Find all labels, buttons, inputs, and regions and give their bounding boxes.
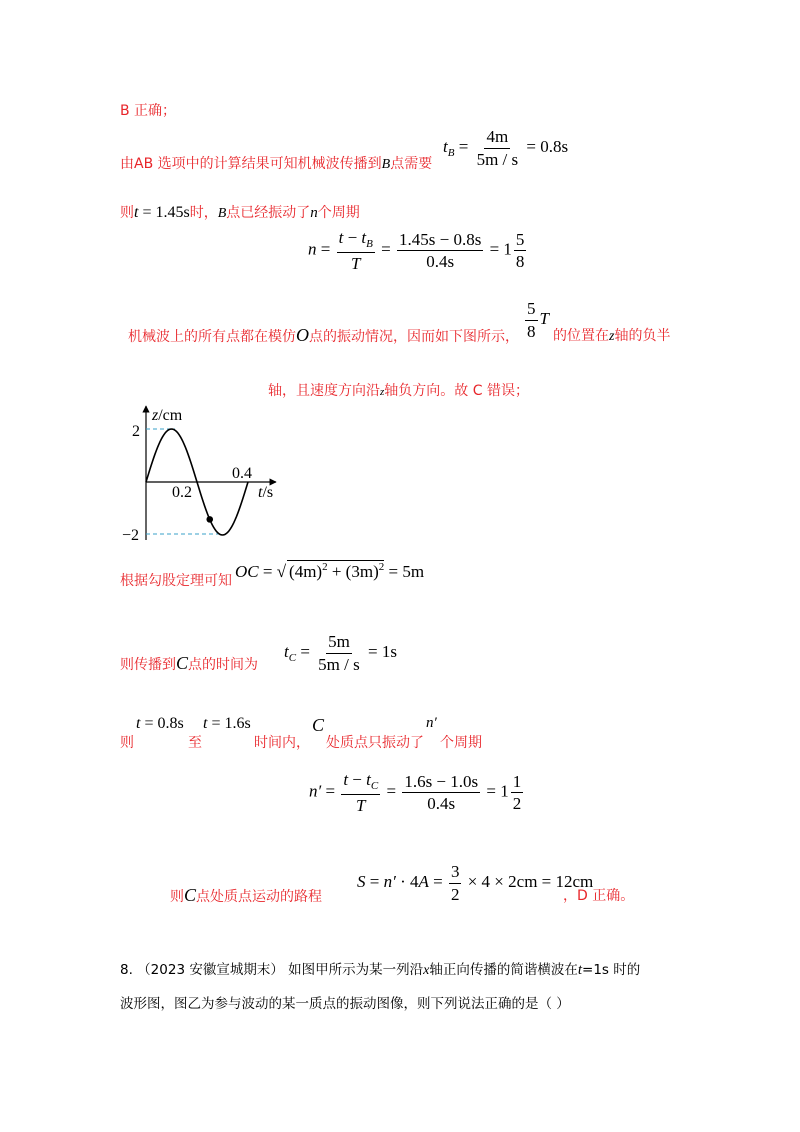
path-line — [170, 885, 322, 906]
path-line-tail — [563, 885, 634, 905]
then-t-line: 则t = 1.45s时，B点已经振动了n个周期 — [120, 204, 360, 221]
time-to-c-text-1: 则传播到 — [120, 657, 176, 673]
ab-calc-tail: 点需要 — [390, 156, 433, 172]
pythag-text: 根据勾股定理可知 — [120, 573, 232, 589]
formula-tc: $t_C$ = $\frac{5m}{5m / s}$ = 1s — [284, 632, 397, 674]
point-b-symbol-2: B — [217, 206, 227, 221]
pythag-line — [120, 570, 232, 590]
time-to-c-text-2: 点的时间为 — [188, 657, 259, 673]
n-symbol: n — [310, 205, 318, 221]
question-8-line-2 — [120, 992, 570, 1012]
formula-t-0-8: t = 0.8s — [136, 715, 184, 732]
y-axis-label: z/cm — [152, 407, 183, 424]
formula-n: n = $\frac{t - t_B}{T}$ = $\frac{1.45s - 0.8s}{0.4s}$ = 1 $\frac{5}{8}$ — [308, 228, 525, 273]
z-symbol-2: z — [380, 386, 385, 398]
ab-calc-line — [120, 153, 432, 173]
interval-text-3: 时间内， — [254, 735, 310, 751]
mimic-text-1: 机械波上的所有点都在模仿 — [128, 329, 296, 345]
then-t-text: 则 — [120, 205, 134, 221]
axis-tail: 轴负方向。故 C 错误； — [384, 383, 529, 399]
point-c-symbol: C — [176, 653, 189, 673]
n-prime-symbol: n′ — [426, 715, 437, 731]
vibration-graph — [120, 400, 290, 548]
path-text-2: 点处质点运动的路程 — [196, 889, 323, 905]
y-tick-neg2: −2 — [122, 527, 140, 544]
interval-text-1: 则 — [120, 735, 134, 751]
mimic-line — [128, 325, 519, 346]
q8-text-1c: =1s 时的 — [582, 962, 641, 978]
q8-text-1: 8. （2023 安徽宣城期末） 如图甲所示为某一列沿 — [120, 962, 424, 978]
formula-oc: OC = √ $(4m)^2 + (3m)^2 = 5m$ — [235, 561, 425, 581]
mimic-text-2: 点的振动情况，因而如下图所示， — [309, 329, 519, 345]
t-symbol: t — [577, 962, 583, 978]
then-t-end: 个周期 — [317, 205, 360, 221]
point-c-symbol-3: C — [184, 885, 197, 905]
b-correct-text: B 正确； — [120, 103, 177, 119]
mimic-line-tail — [553, 325, 670, 345]
interval-line — [120, 715, 680, 751]
axis-text: 轴，且速度方向沿 — [268, 383, 380, 399]
q8-text-1b: 轴正向传播的简谐横波在 — [429, 962, 578, 978]
then-t-time: 时， — [189, 205, 218, 221]
path-text-3: ，D 正确。 — [563, 888, 635, 904]
formula-n-prime: n′ = $\frac{t - t_C}{T}$ = $\frac{1.6s - 1.0s}{0.4s}$ = 1 $\frac{1}{2}$ — [309, 770, 522, 815]
b-correct-line — [120, 100, 176, 120]
x-axis-label: t/s — [258, 484, 274, 501]
axis-direction-line — [268, 380, 529, 400]
z-symbol: z — [609, 329, 615, 344]
point-c-symbol-2: C — [312, 715, 325, 735]
formula-5-8-T: $\frac{5}{8}$ T — [527, 299, 549, 341]
q8-text-2: 波形图，图乙为参与波动的某一质点的振动图像，则下列说法正确的是（ ） — [120, 996, 570, 1012]
x-tick-0-4: 0.4 — [232, 465, 252, 482]
formula-t-1-6: t = 1.6s — [203, 715, 251, 732]
formula-tb: $t_B$ = $\frac{4m}{5m / s}$ = 0.8s — [443, 127, 569, 169]
formula-s: S = n′ · 4A = $\frac{3}{2}$ × 4 × 2cm = 12cm — [357, 862, 594, 904]
path-text-1: 则 — [170, 889, 184, 905]
interval-text-5: 个周期 — [440, 735, 482, 751]
interval-text-2: 至 — [188, 735, 202, 751]
y-tick-2: 2 — [132, 423, 140, 440]
time-to-c-line — [120, 653, 258, 674]
x-tick-0-2: 0.2 — [172, 484, 192, 501]
point-o-symbol: O — [296, 325, 309, 345]
x-symbol: x — [423, 963, 430, 978]
interval-text-4: 处质点只振动了 — [326, 735, 424, 751]
mimic-text-3: 的位置在 — [553, 328, 609, 344]
question-8-line-1 — [120, 958, 640, 979]
ab-calc-text: 由AB 选项中的计算结果可知机械波传播到 — [120, 156, 382, 172]
mimic-text-4: 轴的负半 — [614, 328, 671, 344]
point-b-symbol: B — [381, 157, 391, 172]
marked-point — [206, 516, 213, 523]
then-t-tail: 点已经振动了 — [226, 205, 311, 221]
